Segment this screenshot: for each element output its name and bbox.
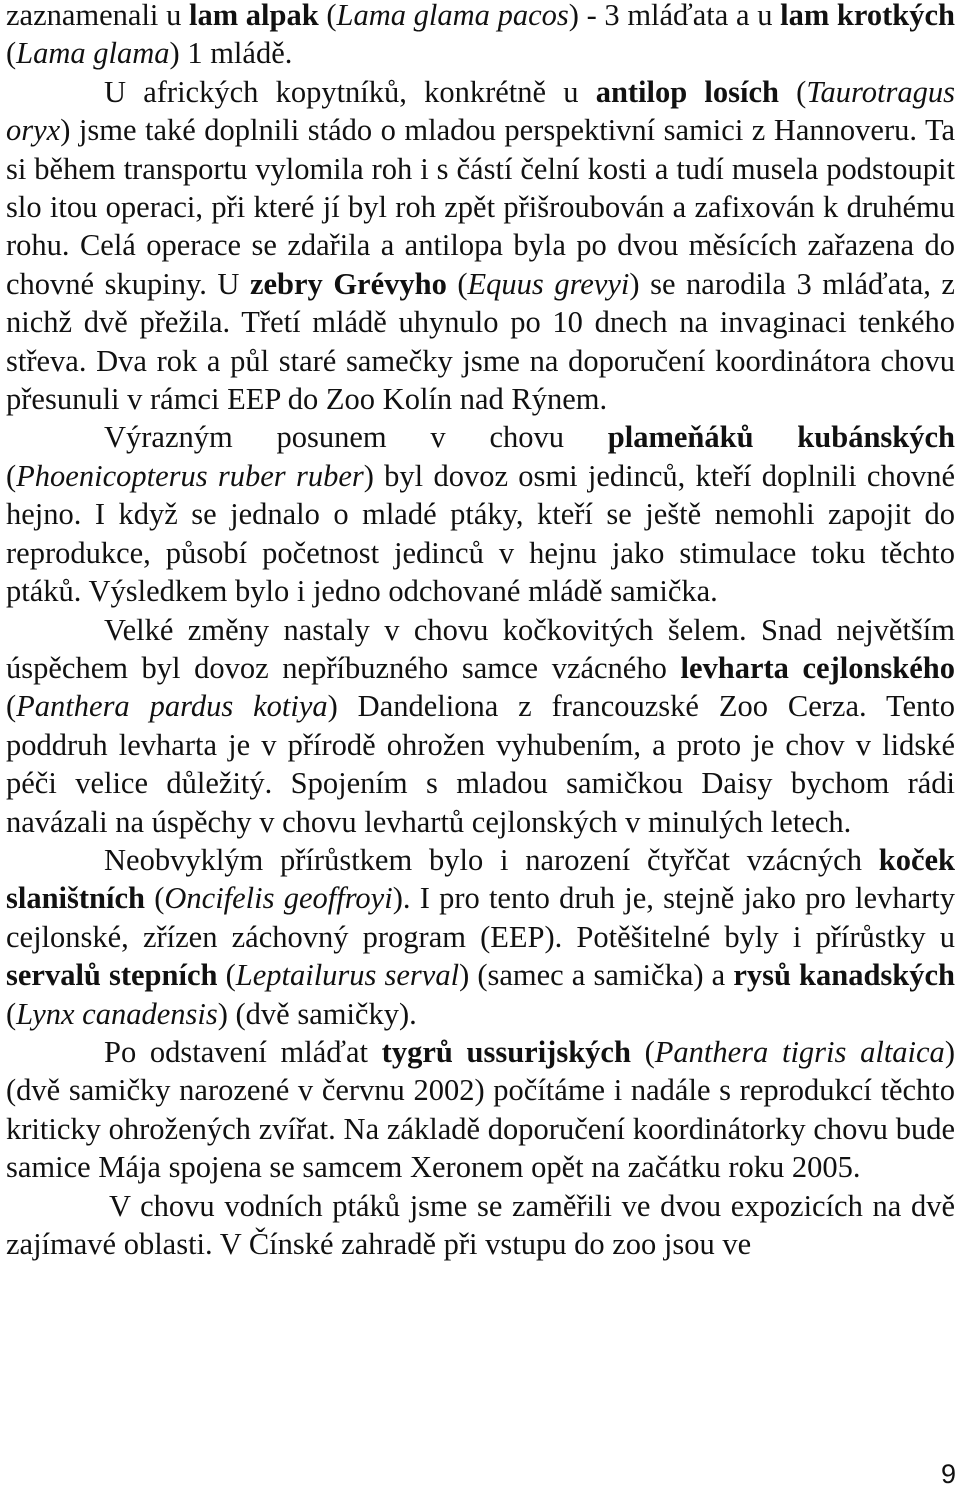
body-text — [6, 0, 955, 1263]
bold-term: koček slaništních — [6, 842, 955, 916]
bold-term: plameňáků kubánských — [607, 420, 955, 455]
text-run: ) Dandeliona z francouzské Zoo Cerza. Tento poddruh levharta je v přírodě ohrožen vyhubením, a proto je chov v lidské péči velice důležitý. Spojením s mladou samičkou Daisy bychom rádi navázali na úspěchy v chovu levhartů cejlonských v minulých letech. — [6, 689, 955, 839]
text-run: ( — [145, 881, 165, 916]
text-run: ) 1 mládě. — [169, 36, 293, 71]
text-run: Výrazným posunem v chovu — [104, 420, 608, 455]
text-run: ( — [6, 689, 17, 724]
bold-term: rysů kanadských — [733, 958, 956, 993]
paragraph — [6, 1187, 955, 1264]
page-number: 9 — [940, 1459, 956, 1489]
paragraph — [6, 1033, 955, 1187]
text-run: ) (samec a samička) a — [459, 958, 734, 993]
text-run: ( — [6, 996, 17, 1031]
paragraph — [6, 611, 955, 841]
latin-name: Taurotragus oryx — [6, 74, 955, 148]
latin-name: Panthera pardus kotiya — [16, 689, 328, 724]
paragraph — [6, 418, 955, 610]
latin-name: Panthera tigris altaica — [654, 1034, 945, 1069]
bold-term: lam alpak — [188, 0, 319, 32]
text-run: ) - 3 mláďata a u — [568, 0, 781, 32]
text-run: ( — [778, 74, 807, 109]
text-run: ( — [446, 266, 468, 301]
text-run: ) jsme také doplnili stádo o mladou perspektivní samici z Hannoveru. Ta si během transportu vylomila roh i s částí čelní kosti a tudí musela podstoupit slo itou operaci, při které jí byl roh zpět přišroubován a zafixován k druhému rohu. Celá operace se zdařila a antilopa byla po dvou měsících zařazena do chovné skupiny. U — [6, 113, 955, 301]
text-run: ( — [318, 0, 337, 32]
text-run: ) (dvě samičky). — [217, 996, 417, 1031]
text-run: ) (dvě samičky narozené v červnu 2002) počítáme i nadále s reprodukcí těchto kriticky ohrožených zvířat. Na základě doporučení koordinátorky chovu bude samice Mája spojena se samcem Xeronem opět na začátku roku 2005. — [6, 1034, 955, 1185]
text-run: ) byl dovoz osmi jedinců, kteří doplnili chovné hejno. I když se jednalo o mladé ptáky, kteří se ještě nemohli zapojit do reprodukce, působí početnost jedinců v hejnu jako stimulace toku těchto ptáků. Výsledkem bylo i jedno odchované mládě samička. — [6, 458, 955, 609]
latin-name: Lynx canadensis — [16, 996, 218, 1031]
text-run: ) se narodila 3 mláďata, z nichž dvě přežila. Třetí mládě uhynulo po 10 dnech na invaginaci tenkého střeva. Dva rok a půl staré samečky jsme na doporučení koordinátora chovu přesunuli v rámci EEP do Zoo Kolín nad Rýnem. — [6, 266, 955, 417]
latin-name: Phoenicopterus ruber ruber — [16, 458, 364, 493]
bold-term: tygrů ussurijských — [381, 1034, 631, 1069]
text-run: U afrických kopytníků, konkrétně u — [104, 74, 596, 109]
text-run: Po odstavení mláďat — [104, 1034, 382, 1069]
latin-name: Leptailurus serval — [235, 958, 460, 993]
text-run: Velké změny nastaly v chovu kočkovitých šelem. Snad největším úspěchem byl dovoz nepříbuzného samce vzácného — [6, 612, 955, 685]
text-run: Neobvyklým přírůstkem bylo i narození čtyřčat vzácných — [104, 842, 879, 877]
paragraph — [6, 841, 955, 1033]
text-run: ( — [6, 458, 17, 493]
text-run: V chovu vodních ptáků jsme se zaměřili ve dvou expozicích na dvě zajímavé oblasti. V Čínské zahradě při vstupu do zoo jsou ve — [6, 1188, 955, 1261]
paragraph — [6, 73, 955, 419]
latin-name: Lama glama — [16, 36, 170, 71]
bold-term: levharta cejlonského — [680, 650, 955, 685]
text-run: zaznamenali u — [6, 0, 189, 32]
text-run: ( — [6, 36, 17, 71]
latin-name: Oncifelis geoffroyi — [164, 881, 393, 916]
text-run: ). I pro tento druh je, stejně jako pro levharty cejlonské, zřízen záchovný program (EEP). Potěšitelné byly i přírůstky u — [6, 881, 955, 954]
bold-term: zebry Grévyho — [249, 266, 447, 301]
text-run: ( — [630, 1034, 655, 1069]
paragraph — [6, 0, 955, 73]
bold-term: servalů stepních — [6, 958, 218, 993]
latin-name: Lama glama pacos — [336, 0, 569, 32]
bold-term: antilop losích — [595, 74, 779, 109]
latin-name: Equus grevyi — [467, 266, 630, 301]
text-run: ( — [217, 958, 236, 993]
bold-term: lam krotkých — [780, 0, 955, 32]
